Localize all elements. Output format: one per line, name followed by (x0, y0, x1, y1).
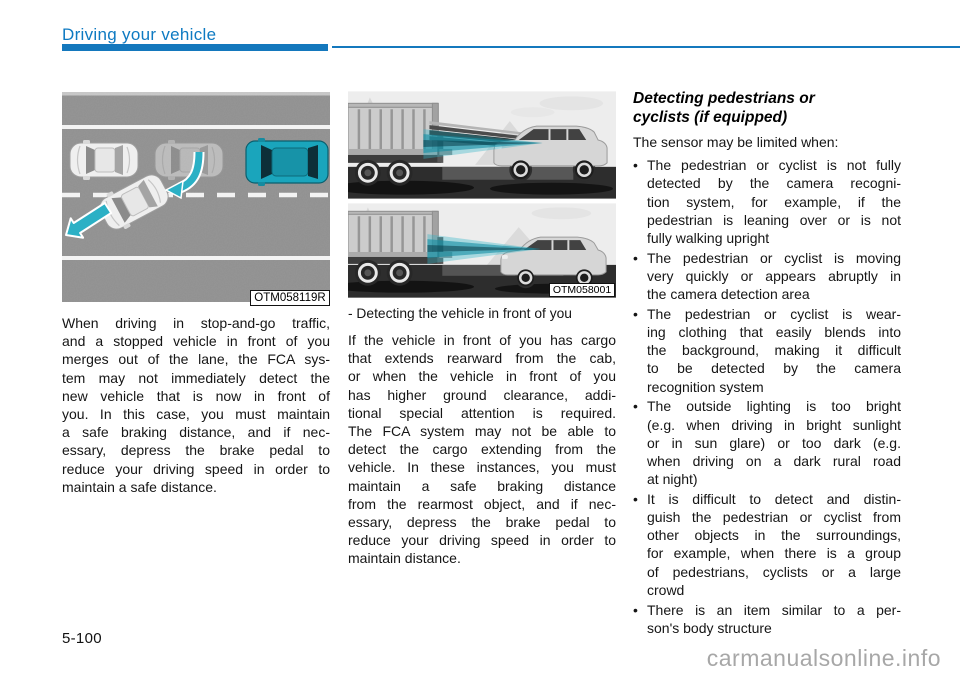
text-line: to be detected by the camera (647, 360, 901, 377)
text-line: detected by the camera recogni- (647, 175, 901, 192)
text-line: or in sun glare) or too dark (e.g. (647, 434, 901, 451)
limitation-bullet-list (633, 156, 901, 637)
text-line: essary, depress the brake pedal to (62, 442, 330, 459)
text-line: merges out of the lane, the FCA sys- (62, 351, 330, 368)
page-number: 5-100 (62, 630, 102, 647)
middle-column (348, 91, 616, 568)
figure-truck-cargo (348, 91, 616, 199)
text-line: When driving in stop-and-go traffic, (62, 315, 330, 331)
text-line: son's body structure (647, 619, 772, 636)
figure-label: OTM058001 (549, 283, 615, 297)
text-line: for example, when there is a group (647, 545, 901, 562)
text-line: maintain distance. (348, 550, 461, 567)
chapter-title-underline-bar (62, 44, 328, 51)
figure-caption: - Detecting the vehicle in front of you (348, 306, 572, 321)
text-line: when driving on a dark rural road (647, 452, 901, 469)
bullet-item (633, 305, 901, 396)
text-line: recognition system (647, 378, 764, 395)
text-line: tional special attention is required. (348, 404, 616, 421)
header-rule-line (332, 46, 960, 48)
text-line: The pedestrian or cyclist is wear- (647, 305, 901, 322)
text-line: The pedestrian or cyclist is moving (647, 249, 901, 266)
bullet-item (633, 601, 901, 637)
text-line: The FCA system may not be able to (348, 423, 616, 440)
text-line: tem may not immediately detect the (62, 369, 330, 386)
text-line: guish the pedestrian or cyclist from (647, 509, 901, 526)
text-line: or when the vehicle in front of you (348, 368, 616, 385)
bullet-item (633, 249, 901, 304)
text-line: and a stopped vehicle in front of you (62, 333, 330, 350)
text-line: If the vehicle in front of you has cargo (348, 332, 616, 348)
text-line: It is difficult to detect and distin- (647, 490, 901, 507)
text-line: maintain a safe distance. (62, 478, 217, 495)
paragraph-stop-and-go (62, 314, 330, 496)
bullet-marker: • (633, 249, 638, 266)
text-line: ing clothing that easily blends into (647, 324, 901, 341)
text-line: detect the cargo extending from the (348, 441, 616, 458)
bullet-marker: • (633, 398, 638, 415)
intro-sentence: The sensor may be limited when: (633, 134, 839, 150)
text-line: (e.g. when driving in bright sunlight (647, 416, 901, 433)
text-line: reduce your driving speed in order to (348, 532, 616, 549)
text-line: reduce your driving speed in order to (62, 460, 330, 477)
text-line: The outside lighting is too bright (647, 398, 901, 415)
bullet-item (633, 397, 901, 488)
heading-line: cyclists (if equipped) (633, 108, 788, 126)
text-line: that extends rearward from the cab, (348, 350, 616, 367)
text-line: tion system, for example, if the (647, 193, 901, 210)
teal-suv-topview (246, 138, 328, 186)
text-line: pedestrian is leaning over or is not (647, 211, 901, 228)
bullet-marker: • (633, 601, 638, 618)
figure-label: OTM058119R (250, 290, 330, 306)
text-line: There is an item similar to a per- (647, 601, 901, 618)
text-line: other objects in the surroundings, (647, 527, 901, 544)
figure-lane-merge (62, 92, 330, 307)
text-line: the background, making it difficult (647, 342, 901, 359)
text-line: fully walking upright (647, 230, 770, 247)
text-line: a safe braking distance, and if nec- (62, 424, 330, 441)
bullet-marker: • (633, 305, 638, 322)
paragraph-cargo (348, 331, 616, 568)
bullet-marker: • (633, 490, 638, 507)
right-column (633, 90, 901, 638)
text-line: at night) (647, 471, 698, 488)
bullet-item (633, 156, 901, 247)
left-column (62, 92, 330, 496)
truck-cargo-illustration (348, 91, 616, 199)
lane-merge-illustration (62, 92, 330, 302)
text-line: new vehicle that is now in front of (62, 387, 330, 404)
section-heading (633, 90, 901, 127)
text-line: you. In this case, you must maintain (62, 406, 330, 423)
text-line: of pedestrians, cyclists or a large (647, 563, 901, 580)
text-line: vehicle. In these instances, you must (348, 459, 616, 476)
text-line: the camera detection area (647, 286, 810, 303)
text-line: essary, depress the brake pedal to (348, 514, 616, 531)
figure-truck-detect (348, 203, 616, 298)
text-line: The pedestrian or cyclist is not fully (647, 157, 901, 174)
bullet-item (633, 490, 901, 599)
watermark: carmanualsonline.info (706, 645, 941, 671)
text-line: from the rearmost object, and if nec- (348, 495, 616, 512)
chapter-title: Driving your vehicle (62, 25, 217, 44)
text-line: very quickly or appears abruptly in (647, 267, 901, 284)
bullet-marker: • (633, 157, 638, 174)
heading-line: Detecting pedestrians or (633, 90, 815, 107)
text-line: crowd (647, 581, 685, 598)
text-line: maintain a safe braking distance (348, 477, 616, 494)
text-line: has higher ground clearance, addi- (348, 386, 616, 403)
